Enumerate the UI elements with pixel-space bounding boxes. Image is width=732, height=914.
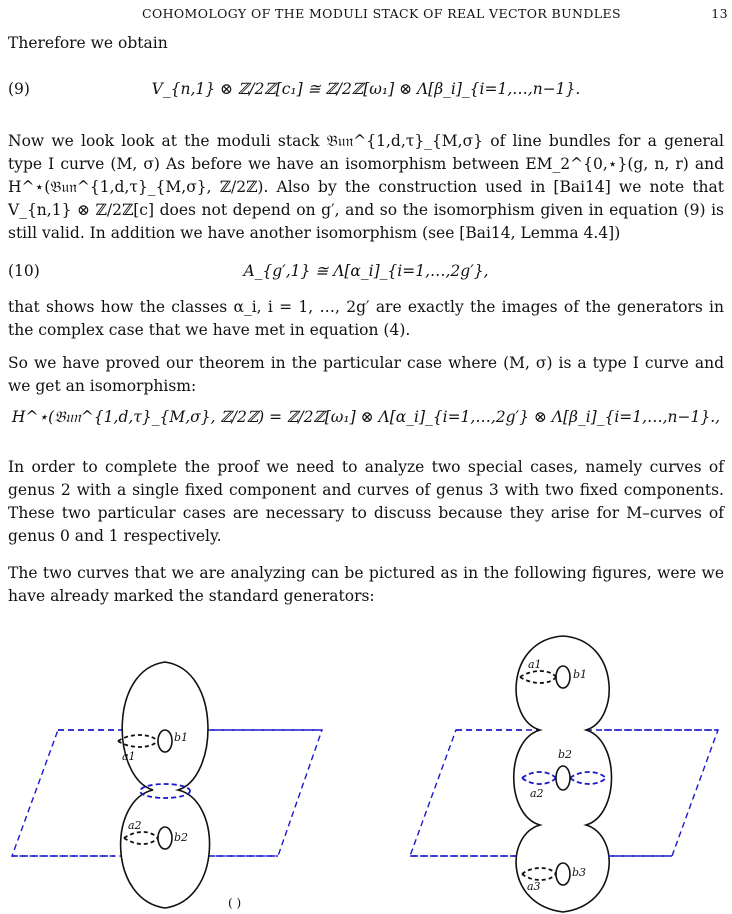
paragraph-figures-intro: The two curves that we are analyzing can be pictured as in the following figures, were we have already marked the standard generators: (8, 564, 724, 605)
right-label-b1: b1 (573, 668, 588, 681)
left-surface-outline (121, 662, 210, 908)
paragraph-line-bundles: Now we look look at the moduli stack 𝔅𝔲𝔫^{1,d,τ}_{M,σ} of line bundles for a general type I curve (M, σ) As before we have an isomorphism between EM_2^{0,⋆}(g, n, r) and H^⋆(𝔅𝔲𝔫^{1,d,τ}_{M,σ}, ℤ/2ℤ). Also by the construction used in [Bai14] we note that V_{n,1} ⊗ ℤ/2ℤ[c] does not depend on g′, and so the isomorphism given in equation (9) is still valid. In addition we have another isomorphism (see [Bai14, Lemma 4.4]) (8, 132, 724, 242)
right-label-a1: a1 (528, 658, 542, 671)
equation-isomorphism (8, 408, 724, 432)
left-label-a1: a1 (122, 750, 136, 763)
equation-10-body: A_{g′,1} ≅ Λ[α_i]_{i=1,…,2g′}, (243, 262, 489, 280)
right-label-b2: b2 (558, 748, 573, 761)
equation-10-number: (10) (8, 262, 40, 280)
equation-9-number: (9) (8, 80, 30, 98)
equation-isomorphism-body: H^⋆(𝔅𝔲𝔫^{1,d,τ}_{M,σ}, ℤ/2ℤ) = ℤ/2ℤ[ω₁] ⊗ Λ[α_i]_{i=1,…,2g′} ⊗ Λ[β_i]_{i=1,…,n−1}., (11, 408, 721, 426)
equation-9-body: V_{n,1} ⊗ ℤ/2ℤ[c₁] ≅ ℤ/2ℤ[ω₁] ⊗ Λ[β_i]_{i=1,…,n−1}. (151, 80, 581, 98)
left-label-b1: b1 (174, 731, 189, 744)
left-label-b2: b2 (174, 831, 189, 844)
right-label-a2: a2 (530, 787, 544, 800)
paragraph-classes: that shows how the classes α_i, i = 1, …, 2g′ are exactly the images of the generators in the complex case that we have met in equation (4). (8, 298, 724, 339)
right-figure (410, 636, 718, 912)
left-figure (12, 662, 322, 908)
running-title: COHOMOLOGY OF THE MODULI STACK OF REAL VECTOR BUNDLES (142, 6, 621, 21)
equation-10 (8, 262, 724, 286)
page-number: 13 (711, 6, 728, 21)
cut-off-text: ( ) (228, 896, 242, 910)
left-label-a2: a2 (128, 819, 142, 832)
figure-svg (0, 628, 732, 914)
paragraph-type-i: So we have proved our theorem in the particular case where (M, σ) is a type I curve and we get an isomorphism: (8, 354, 724, 395)
running-header (0, 6, 732, 24)
equation-9 (8, 80, 724, 104)
figure-curves (0, 628, 732, 914)
right-label-b3: b3 (572, 866, 587, 879)
paragraph-therefore: Therefore we obtain (8, 34, 168, 52)
paragraph-special-cases: In order to complete the proof we need to analyze two special cases, namely curves of genus 2 with a single fixed component and curves of genus 3 with two fixed components. These two particular cases are necessary to discuss because they arise for M–curves of genus 0 and 1 respectively. (8, 458, 724, 545)
right-label-a3: a3 (527, 880, 541, 893)
